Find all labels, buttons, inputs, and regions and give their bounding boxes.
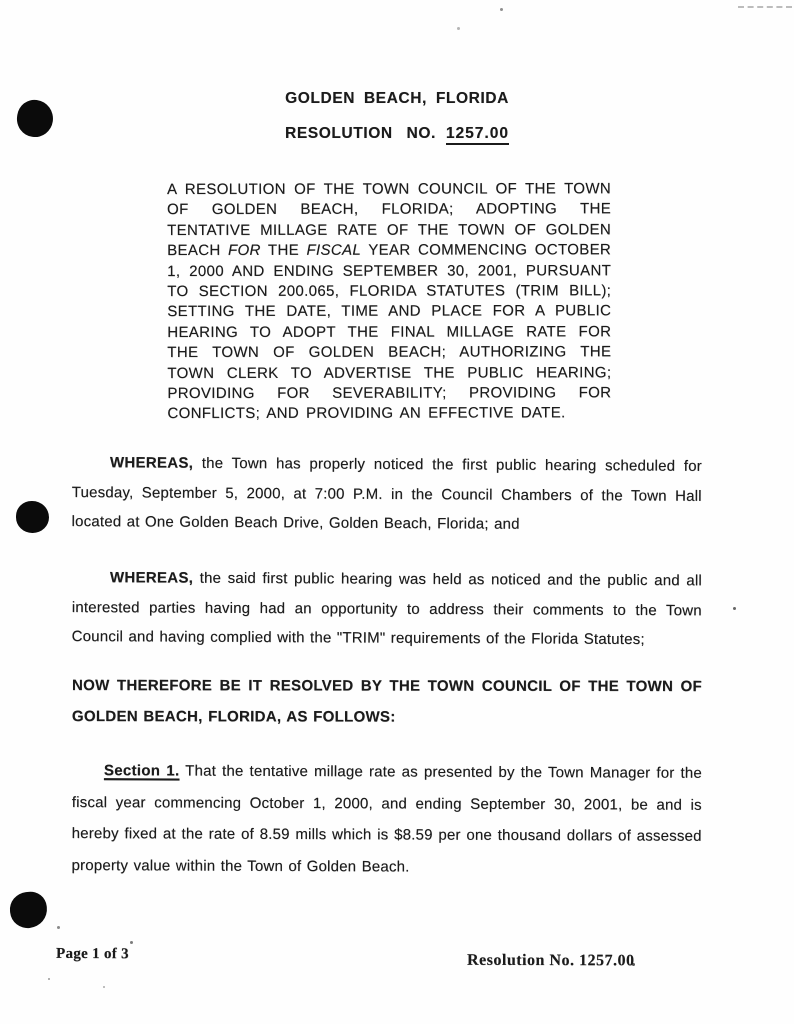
scan-speck [500, 8, 503, 11]
document-header [0, 90, 794, 143]
page-footer [0, 944, 794, 974]
hole-punch-mark [16, 501, 49, 533]
scan-speck [57, 926, 60, 929]
section-1-text: That the tentative millage rate as presented by the Town Manager for the fiscal year commencing October 1, 2000, and ending September 30, 2001, be and is hereby fixed at the rate of 8.59 mills which is $8.59 per one thousand dollars of assessed property value within the Town of Golden Beach. [71, 762, 702, 875]
section-1-heading: Section 1. [103, 762, 180, 780]
document-title: GOLDEN BEACH, FLORIDA [285, 90, 509, 107]
scan-speck [48, 978, 50, 980]
preamble-italic-word: FOR [227, 242, 261, 260]
preamble-italic-word: FISCAL [306, 241, 362, 259]
section-1-clause [71, 755, 702, 884]
whereas-lead: WHEREAS, [109, 454, 194, 472]
scan-speck [103, 986, 105, 988]
resolution-number-line [0, 125, 794, 143]
scan-speck [457, 27, 460, 30]
preamble-clause [167, 179, 611, 425]
whereas-clause-1 [71, 448, 702, 540]
resolution-number: 1257.00 [446, 125, 509, 145]
whereas-lead: WHEREAS, [109, 569, 194, 587]
preamble-text: THE [260, 241, 307, 260]
preamble-text: YEAR COMMENCING OCTOBER 1, 2000 AND ENDING SEPTEMBER 30, 2001, PURSUANT TO SECTION 200.065, FLORIDA STATUTES (TRIM BILL); SETTING THE DATE, TIME AND PLACE FOR A PUBLIC HEARING TO ADOPT THE FINAL MILLAGE RATE FOR THE TOWN OF GOLDEN BEACH; AUTHORIZING THE TOWN CLERK TO ADVERTISE THE PUBLIC HEARING; PROVIDING FOR SEVERABILITY; PROVIDING FOR CONFLICTS; AND PROVIDING AN EFFECTIVE DATE. [167, 241, 612, 423]
scan-artifact-dashes [738, 6, 792, 8]
whereas-text: the said first public hearing was held as noticed and the public and all interested parties having had an opportunity to address their comments to the Town Council and having complied with the "TRIM" requirements of the Florida Statutes; [71, 569, 702, 648]
preamble-text: A RESOLUTION OF THE TOWN COUNCIL OF THE TOWN OF GOLDEN BEACH, FLORIDA; ADOPTING THE TENTATIVE MILLAGE RATE OF THE TOWN OF GOLDEN BEACH [167, 180, 612, 260]
whereas-clause-2 [72, 563, 702, 655]
footer-resolution-ref: Resolution No. 1257.00 [466, 951, 635, 970]
resolution-label: RESOLUTION NO. [285, 125, 436, 142]
resolved-clause: NOW THEREFORE BE IT RESOLVED BY THE TOWN COUNCIL OF THE TOWN OF GOLDEN BEACH, FLORIDA, AS FOLLOWS: [71, 677, 702, 726]
footer-page-number: Page 1 of 3 [55, 945, 129, 963]
whereas-text: the Town has properly noticed the first public hearing scheduled for Tuesday, September 5, 2000, at 7:00 P.M. in the Council Chambers of the Town Hall located at One Golden Beach Drive, Golden Beach, Florida; and [71, 454, 702, 533]
hole-punch-mark [8, 890, 49, 930]
scan-speck [733, 607, 736, 610]
